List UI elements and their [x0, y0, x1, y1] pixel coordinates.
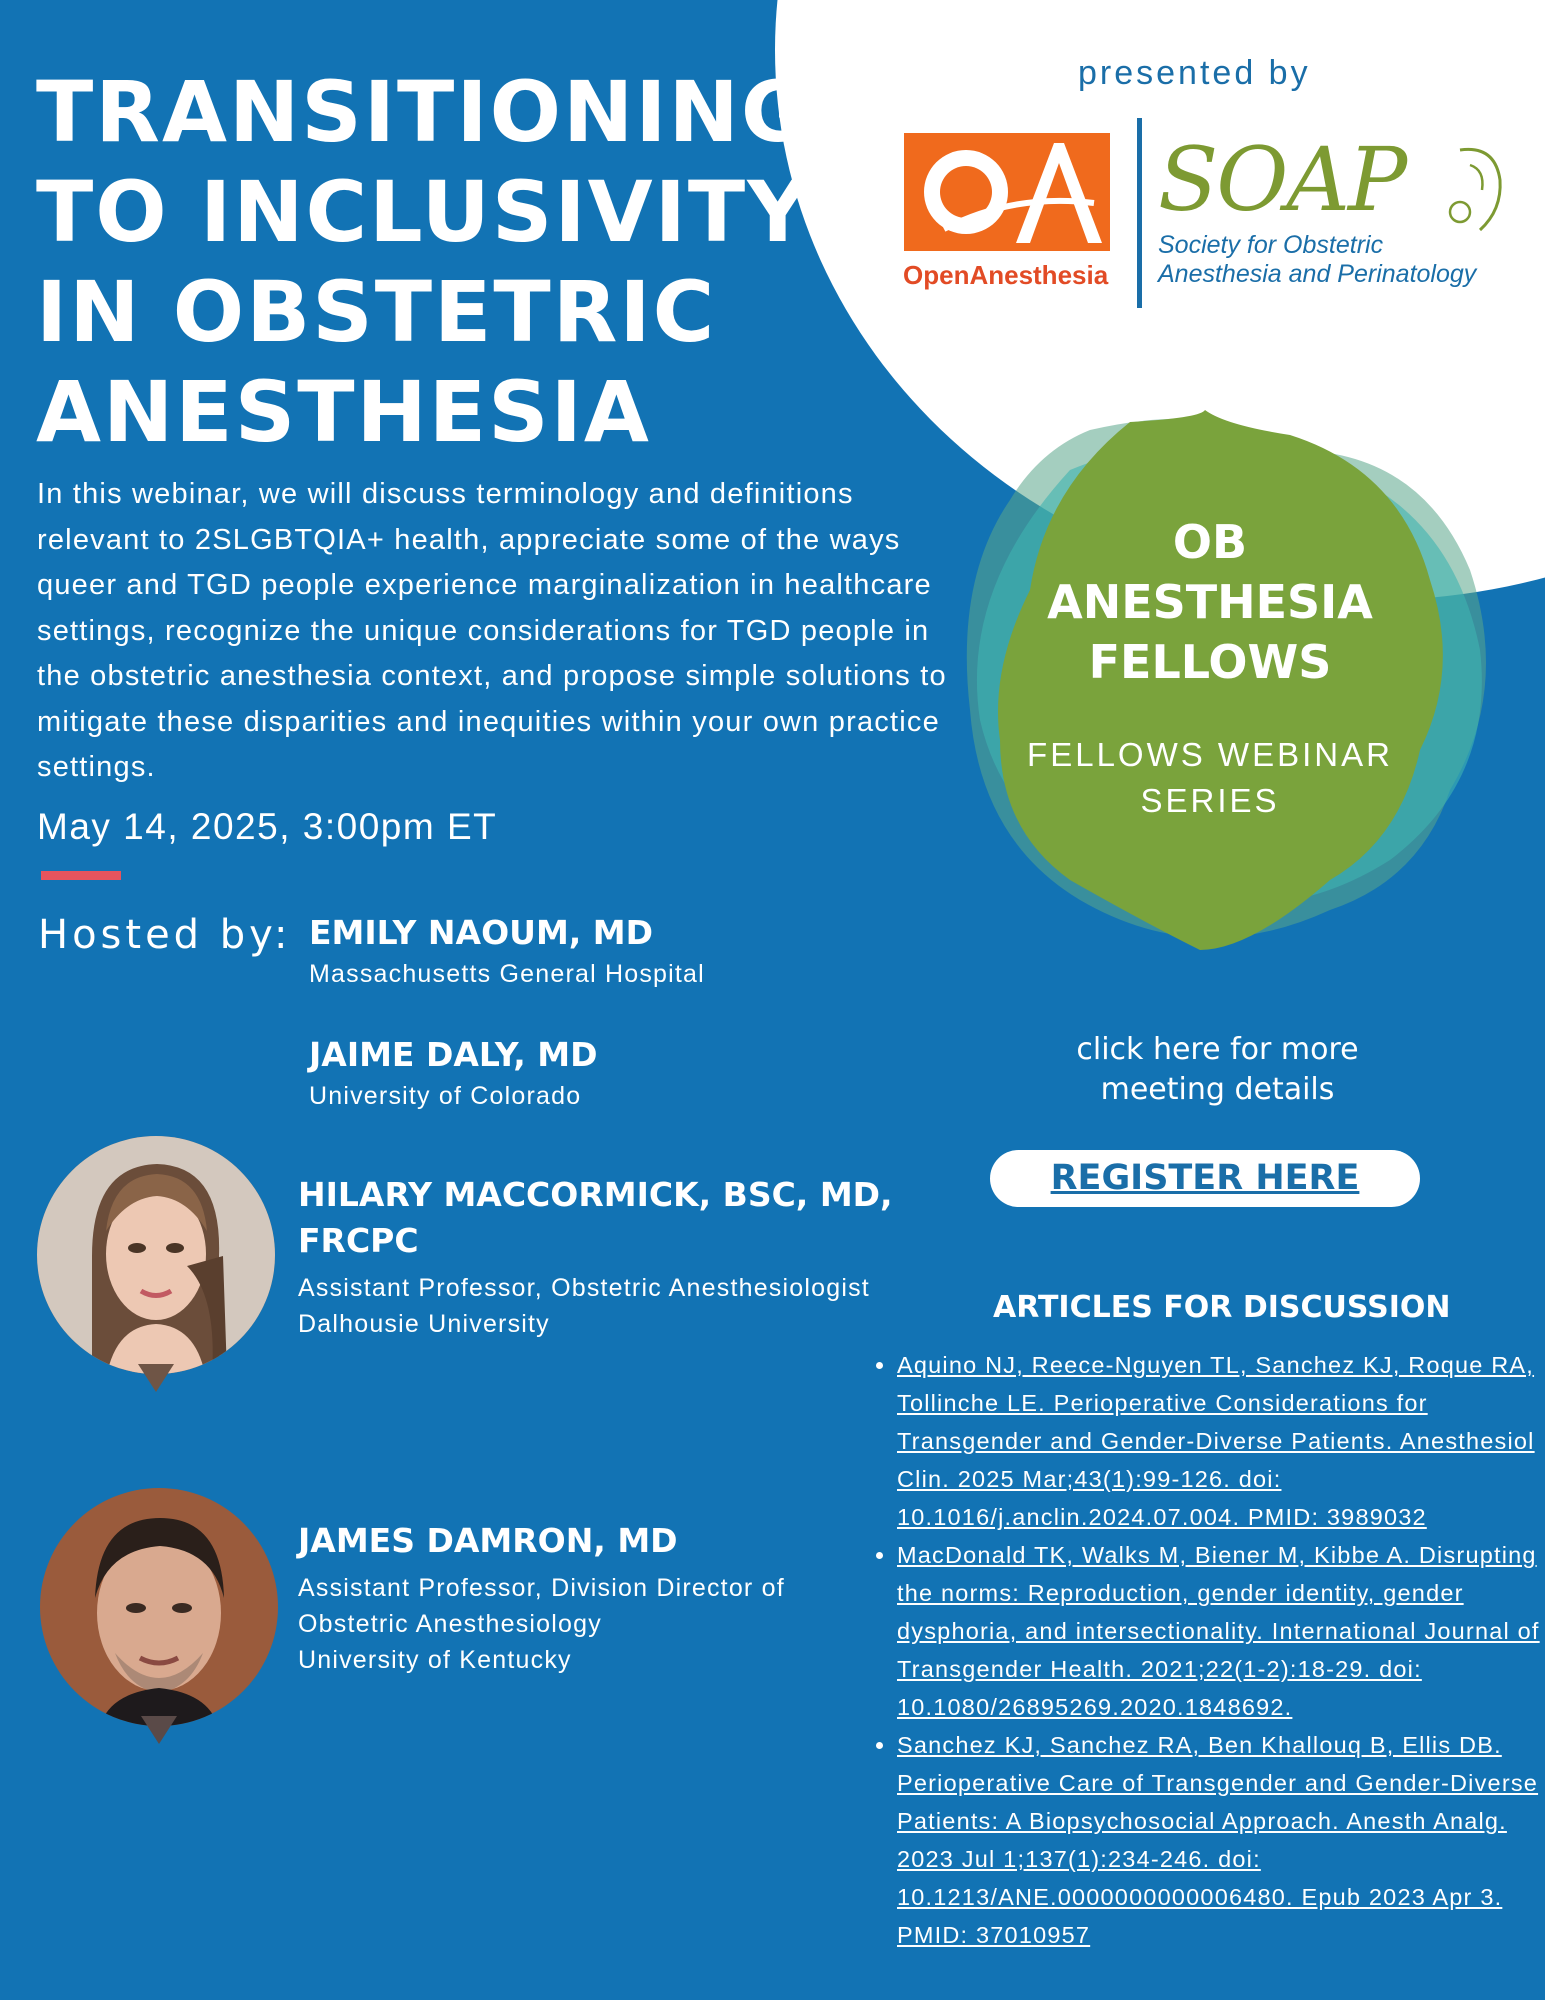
fellows-badge: [1010, 512, 1410, 824]
speaker-name-line1: HILARY MACCORMICK, BSC, MD,: [298, 1175, 893, 1214]
article-link[interactable]: MacDonald TK, Walks M, Biener M, Kibbe A. Disrupting the norms: Reproduction, gender identity, gender dysphoria, and intersectionality. International Journal of Transgender Health. 2021;22(1-2):18-29. doi: 10.1080/26895269.2020.1848692.: [897, 1542, 1540, 1720]
hosted-by-label: Hosted by:: [38, 912, 292, 958]
badge-subtitle-line1: FELLOWS WEBINAR: [1027, 736, 1393, 773]
speaker-affiliation: Dalhousie University: [298, 1310, 550, 1338]
mother-child-icon: [1440, 140, 1520, 240]
badge-title-line1: OB: [1172, 515, 1248, 569]
sponsor-logos: [900, 118, 1520, 308]
event-date: May 14, 2025, 3:00pm ET: [37, 806, 498, 847]
meeting-details-line1[interactable]: click here for more: [1076, 1032, 1359, 1067]
speaker-affiliation: University of Kentucky: [298, 1646, 572, 1674]
speaker-role: Assistant Professor, Obstetric Anesthesiologist: [298, 1274, 870, 1302]
host-affiliation: University of Colorado: [309, 1082, 582, 1110]
articles-list: [867, 1346, 1545, 1954]
soap-wordmark: SOAP: [1158, 128, 1406, 231]
host-emily-naoum: [309, 910, 705, 992]
host-name: JAIME DALY, MD: [309, 1035, 598, 1074]
speaker-role-line1: Assistant Professor, Division Director of: [298, 1574, 785, 1602]
article-item: [897, 1726, 1545, 1954]
badge-title-line3: FELLOWS: [1088, 635, 1332, 689]
speaker-james-damron: [298, 1518, 785, 1678]
event-title: TRANSITIONING TO INCLUSIVITY IN OBSTETRIC ANESTHESIA: [36, 63, 812, 461]
accent-divider: [41, 871, 121, 880]
soap-subtitle-line2: Anesthesia and Perinatology: [1158, 260, 1477, 288]
event-description: In this webinar, we will discuss terminology and definitions relevant to 2SLGBTQIA+ health, appreciate some of the ways queer and TGD people experience marginalization in healthcare settings, recognize the unique considerations for TGD people in the obstetric anesthesia context, and propose simple solutions to mitigate these disparities and inequities within your own practice settings.: [37, 478, 947, 783]
register-button[interactable]: REGISTER HERE: [990, 1150, 1420, 1207]
openanesthesia-wordmark: OpenAnesthesia: [903, 260, 1109, 290]
speaker-hilary-maccormick: [298, 1172, 893, 1342]
speaker-role-line2: Obstetric Anesthesiology: [298, 1610, 602, 1638]
avatar-james-damron: [40, 1488, 278, 1726]
article-item: [897, 1536, 1545, 1726]
presented-by-label: presented by: [1078, 54, 1311, 92]
host-name: EMILY NAOUM, MD: [309, 913, 654, 952]
avatar-hilary-maccormick: [37, 1136, 275, 1374]
speaker-name: JAMES DAMRON, MD: [298, 1521, 678, 1560]
meeting-details-link[interactable]: [1030, 1030, 1405, 1110]
badge-subtitle-line2: SERIES: [1140, 782, 1280, 819]
badge-subtitle: [1010, 732, 1410, 824]
host-affiliation: Massachusetts General Hospital: [309, 960, 705, 988]
article-item: [897, 1346, 1545, 1536]
host-jaime-daly: [309, 1032, 597, 1114]
soap-subtitle-line1: Society for Obstetric: [1158, 231, 1384, 259]
meeting-details-line2[interactable]: meeting details: [1100, 1072, 1335, 1107]
articles-heading: ARTICLES FOR DISCUSSION: [993, 1290, 1451, 1325]
soap-subtitle: [1158, 231, 1518, 289]
article-link[interactable]: Sanchez KJ, Sanchez RA, Ben Khallouq B, Ellis DB. Perioperative Care of Transgender and Gender-Diverse Patients: A Biopsychosocial Approach. Anesth Analg. 2023 Jul 1;137(1):234-246. doi: 10.1213/ANE.0000000000006480. Epub 2023 Apr 3. PMID: 37010957: [897, 1732, 1539, 1948]
logo-divider: [1137, 118, 1142, 308]
badge-title-line2: ANESTHESIA: [1047, 575, 1373, 629]
article-link[interactable]: Aquino NJ, Reece-Nguyen TL, Sanchez KJ, Roque RA, Tollinche LE. Perioperative Considerations for Transgender and Gender-Diverse Patients. Anesthesiol Clin. 2025 Mar;43(1):99-126. doi: 10.1016/j.anclin.2024.07.004. PMID: 3989032: [897, 1352, 1535, 1530]
speaker-name-line2: FRCPC: [298, 1221, 419, 1260]
